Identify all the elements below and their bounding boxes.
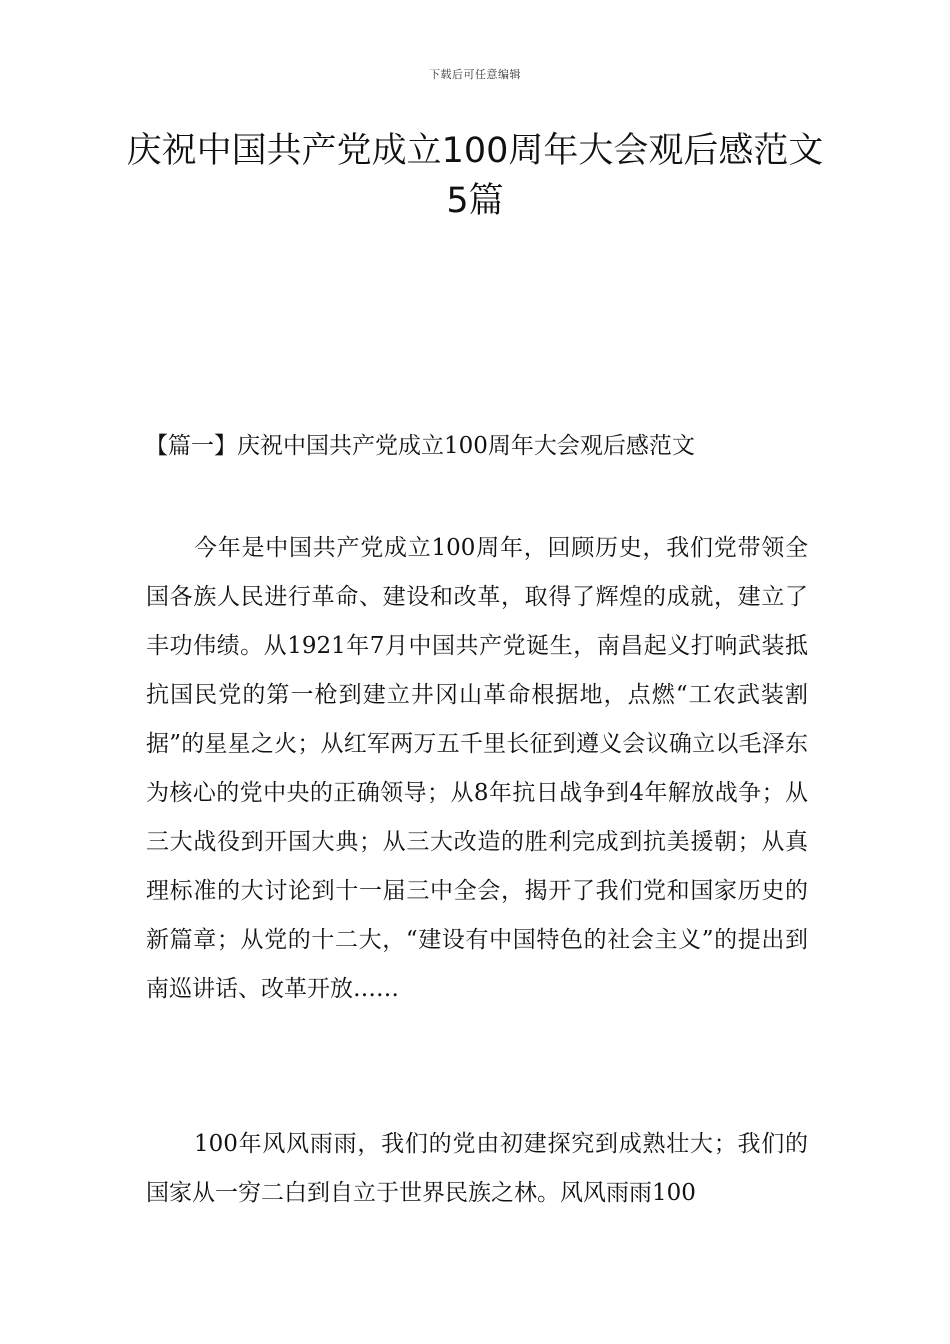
body-paragraph: 今年是中国共产党成立100周年，回顾历史，我们党带领全国各族人民进行革命、建设和改革，取得了辉煌的成就，建立了丰功伟绩。从1921年7月中国共产党诞生，南昌起义打响武装抵抗国民党的第一枪到建立井冈山革命根据地，点燃“工农武装割据”的星星之火；从红军两万五千里长征到遵义会议确立以毛泽东为核心的党中央的正确领导；从8年抗日战争到4年解放战争；从三大战役到开国大典；从三大改造的胜利完成到抗美援朝；从真理标准的大讨论到十一届三中全会，揭开了我们党和国家历史的新篇章；从党的十二大，“建设有中国特色的社会主义”的提出到南巡讲话、改革开放…… (146, 535, 808, 1002)
body-paragraph: 100年风风雨雨，我们的党由初建探究到成熟壮大；我们的国家从一穷二白到自立于世界民族之林。风风雨雨100 (146, 1131, 808, 1206)
header-note: 下载后可任意编辑 (429, 68, 521, 81)
section-heading: 【篇一】庆祝中国共产党成立100周年大会观后感范文 (145, 433, 695, 459)
document-title: 庆祝中国共产党成立100周年大会观后感范文5篇 (126, 131, 824, 221)
